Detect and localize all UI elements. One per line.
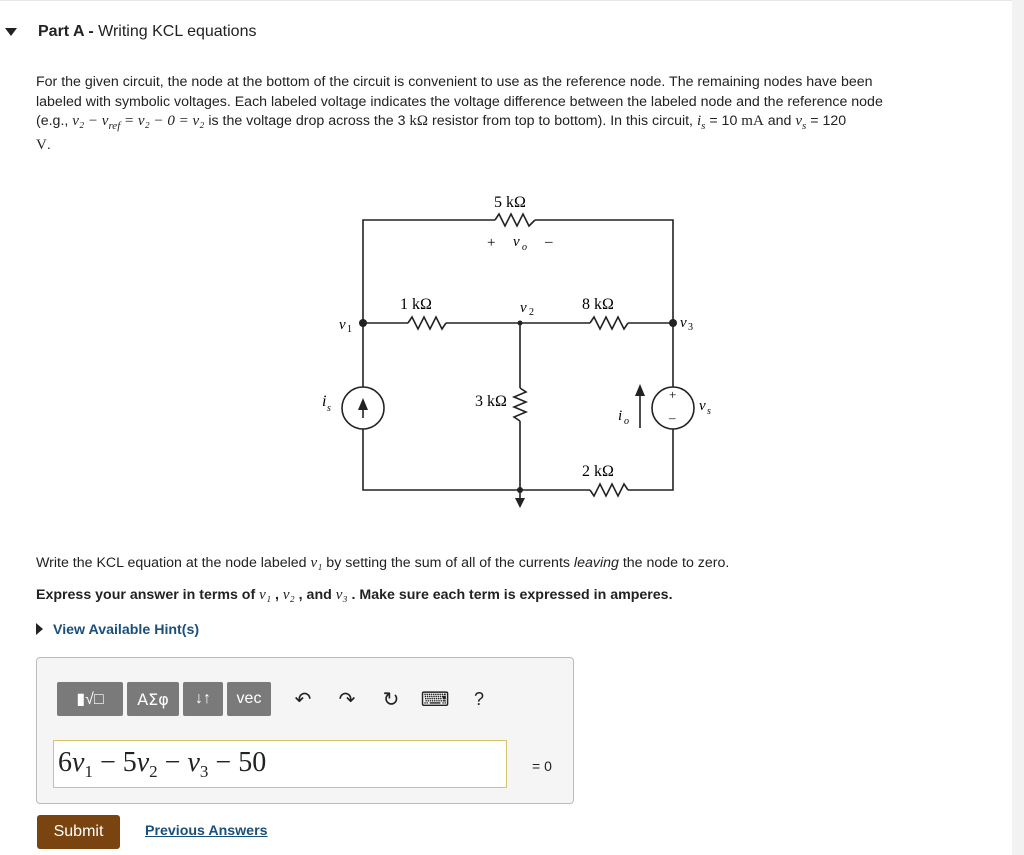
io-label: i	[618, 408, 623, 424]
r5k-label: 5 kΩ	[494, 194, 526, 211]
part-title[interactable]: Part A - Writing KCL equations	[38, 23, 257, 40]
svg-text:o: o	[522, 242, 527, 253]
greek-symbols-button[interactable]: ΑΣφ	[127, 682, 179, 716]
reset-icon[interactable]: ↻	[382, 688, 400, 711]
vo-label: v	[513, 234, 520, 250]
r2k-label: 2 kΩ	[582, 463, 614, 480]
r3k-label: 3 kΩ	[475, 393, 507, 410]
undo-icon[interactable]: ↶	[294, 688, 312, 711]
vs-plus-label: +	[669, 387, 677, 402]
svg-text:3: 3	[688, 322, 693, 333]
svg-text:1: 1	[347, 324, 352, 335]
r1k-label: 1 kΩ	[400, 296, 432, 313]
equals-zero-label: = 0	[532, 758, 552, 774]
current-source-arrow-icon	[358, 398, 368, 410]
caret-right-icon	[36, 623, 43, 635]
circuit-diagram	[290, 180, 750, 520]
vector-button[interactable]: vec	[227, 682, 271, 716]
desc-line-2: labeled with symbolic voltages. Each labeled voltage indicates the voltage difference between the labeled node and the reference node	[36, 93, 883, 110]
vo-plus-label: +	[487, 235, 496, 251]
collapse-caret-icon[interactable]	[5, 28, 17, 36]
subscript-superscript-button[interactable]: ↓↑	[183, 682, 223, 716]
templates-button[interactable]: ▮√□	[57, 682, 123, 716]
svg-text:s: s	[707, 406, 711, 417]
node-v2-dot	[518, 321, 523, 326]
v3-node-label: v	[680, 315, 687, 331]
svg-text:o: o	[624, 416, 629, 427]
vs-label: v	[699, 398, 706, 414]
is-label: i	[322, 393, 327, 410]
keyboard-icon[interactable]: ⌨	[420, 688, 450, 711]
desc-line-1: For the given circuit, the node at the bottom of the circuit is convenient to use as the reference node. The remaining nodes have been	[36, 74, 873, 90]
node-v1-dot	[359, 319, 367, 327]
ground-arrow-icon	[515, 498, 525, 508]
redo-icon[interactable]: ↷	[338, 688, 356, 711]
previous-answers-link[interactable]: Previous Answers	[145, 823, 268, 839]
problem-description	[36, 73, 1011, 156]
math-toolbar	[57, 682, 495, 716]
help-icon[interactable]: ?	[473, 688, 484, 709]
top-divider	[0, 0, 1012, 7]
scrollbar-track[interactable]	[1012, 0, 1024, 855]
part-name: Writing KCL equations	[98, 23, 257, 40]
desc-line-3: (e.g., $v_2 - v_{ref} = v_2 - 0 = v_2$ is the voltage drop across the 3 kΩ resistor from top to bottom). In this circuit, $i_s = 10$ mA and $v_s = 120$	[36, 113, 847, 132]
v1-node-label: v	[339, 317, 346, 333]
kcl-instruction: Write the KCL equation at the node labeled v₁ by setting the sum of all of the currents leaving the node to zero.	[36, 555, 730, 571]
svg-text:s: s	[327, 403, 331, 414]
v2-node-label: v	[520, 300, 527, 316]
node-v3-dot	[669, 319, 677, 327]
part-label: Part A	[38, 23, 84, 40]
vo-minus-label: –	[545, 234, 553, 250]
submit-button[interactable]: Submit	[37, 815, 120, 849]
desc-line-4: V.	[36, 137, 51, 154]
reference-node-dot	[517, 487, 523, 493]
answer-expression: $6v_1 - 5v_2 - v_3 - 50$	[58, 746, 267, 781]
r8k-label: 8 kΩ	[582, 296, 614, 313]
svg-text:2: 2	[529, 307, 534, 318]
express-instruction: Express your answer in terms of v₁ , v₂ , and v₃ . Make sure each term is expressed in amperes.	[36, 587, 673, 603]
vs-minus-label: –	[669, 410, 676, 425]
answer-input[interactable]	[53, 740, 507, 788]
answer-panel	[36, 657, 574, 804]
view-hints-link[interactable]: View Available Hint(s)	[36, 622, 199, 638]
io-arrow-icon	[635, 384, 645, 396]
